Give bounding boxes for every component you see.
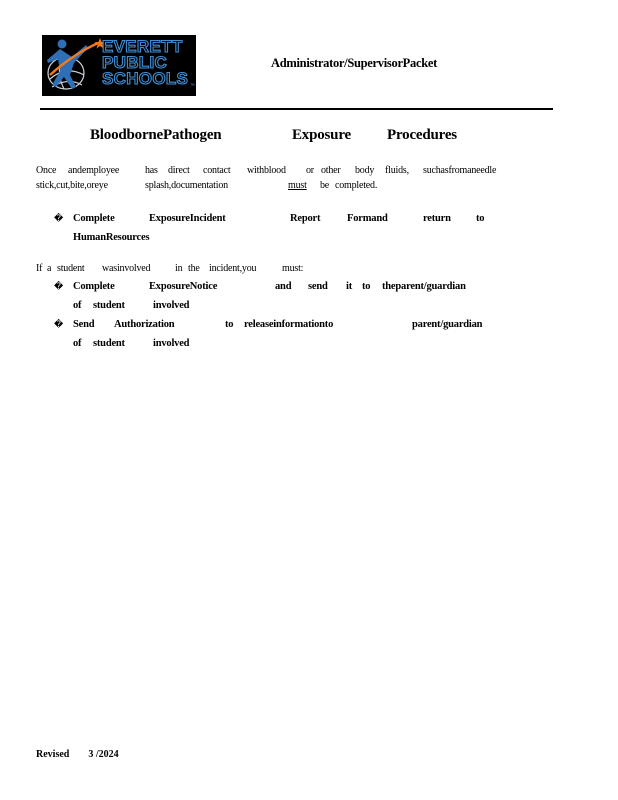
item-word: of [73,300,82,311]
student-intro-word: the [188,263,200,274]
intro-word: be [320,180,330,191]
item-word: ExposureIncident [149,213,226,224]
student-intro-word: student [57,263,85,274]
item-word: to [225,319,234,330]
missing-glyph-bullet-icon: � [54,214,64,224]
intro-word: or [306,165,314,176]
page-header-title: Administrator/SupervisorPacket [271,56,437,70]
logo-line-3: SCHOOLS [102,69,189,88]
item-word: Send [73,319,95,330]
item-word: Formand [347,213,388,224]
item-word: Authorization [114,319,175,330]
heading-word-2: Exposure [292,127,351,143]
item-word: releaseinformationto [244,319,334,330]
student-intro-word: If [36,263,43,274]
intro-word: contact [203,165,231,176]
logo-line-1: EVERETT [102,37,183,56]
item-word: send [308,281,328,292]
revised-date: 3 /2024 [88,749,119,760]
intro-word: splash,documentation [145,180,228,191]
header-divider [40,108,553,110]
item-word: Complete [73,281,115,292]
item-word: to [362,281,371,292]
logo-wordmark [102,39,188,87]
heading-word-1: BloodbornePathogen [90,127,222,143]
intro-word: stick,cut,bite,oreye [36,180,108,191]
item-word: HumanResources [73,232,150,243]
student-intro-word: incident,you [209,263,257,274]
item-word: return [423,213,451,224]
item-word: ExposureNotice [149,281,218,292]
intro-word: other [321,165,341,176]
emphasis-must: must [288,180,307,191]
intro-word: body [355,165,375,176]
item-word: of [73,338,82,349]
intro-word: has [145,165,158,176]
intro-word: direct [168,165,190,176]
student-intro-word: in [175,263,183,274]
intro-word: andemployee [68,165,120,176]
intro-word: completed. [335,180,378,191]
student-intro-word: wasinvolved [102,263,151,274]
item-word: theparent/guardian [382,281,466,292]
revised-label: Revised [36,749,70,760]
item-word: involved [153,300,190,311]
revision-footer [36,749,119,760]
trademark-symbol: ™ [190,83,195,89]
item-word: Complete [73,213,115,224]
intro-word: suchasfromaneedle [423,165,497,176]
heading-word-3: Procedures [387,127,457,143]
item-word: parent/guardian [412,319,483,330]
student-intro-word: a [47,263,52,274]
item-word: it [346,281,353,292]
item-word: student [93,300,125,311]
item-word: student [93,338,125,349]
item-word: involved [153,338,190,349]
item-word: to [476,213,485,224]
intro-word: withblood [247,165,286,176]
item-word: and [275,281,292,292]
missing-glyph-bullet-icon: � [54,282,64,292]
logo-line-2: PUBLIC [102,53,168,72]
everett-public-schools-logo [42,35,196,96]
missing-glyph-bullet-icon: � [54,320,64,330]
intro-word: fluids, [385,165,409,176]
item-word: Report [290,213,321,224]
student-intro-word: must: [282,263,304,274]
intro-word: Once [36,165,57,176]
